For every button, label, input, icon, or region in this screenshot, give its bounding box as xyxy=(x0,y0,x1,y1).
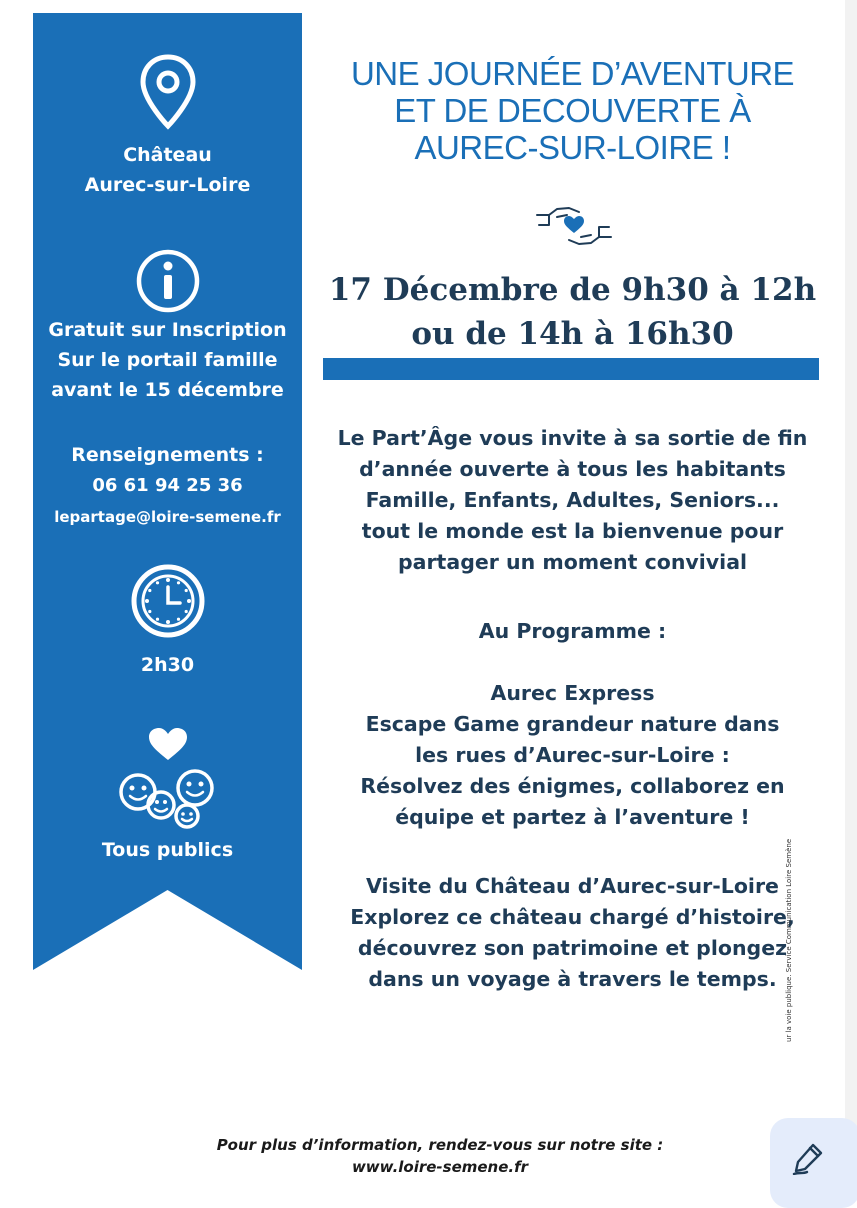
activity1-line: équipe et partez à l’aventure ! xyxy=(395,805,750,829)
programme-title: Au Programme : xyxy=(478,619,667,643)
info-line3: avant le 15 décembre xyxy=(51,379,284,401)
headline-line2: ET DE DECOUVERTE À xyxy=(394,92,751,129)
page-gutter xyxy=(845,0,857,1200)
registration-text xyxy=(33,315,302,405)
activity2-line: dans un voyage à travers le temps. xyxy=(368,967,777,991)
contact-email[interactable]: lepartage@loire-semene.fr xyxy=(54,508,281,526)
activity2-line: Visite du Château d’Aurec-sur-Loire xyxy=(366,874,779,898)
info-line2: Sur le portail famille xyxy=(57,349,278,371)
footer-line1: Pour plus d’information, rendez-vous sur notre site : xyxy=(216,1136,664,1154)
headline-line1: UNE JOURNÉE D’AVENTURE xyxy=(350,55,795,92)
contact-phone[interactable]: 06 61 94 25 36 xyxy=(92,475,243,496)
contact-title: Renseignements : xyxy=(71,444,264,466)
activity1-line: les rues d’Aurec-sur-Loire : xyxy=(415,743,730,767)
activity1-line: Aurec Express xyxy=(490,681,655,705)
info-icon xyxy=(33,248,302,314)
credit-text: ur la voie publique. Service Communication Loire Semène xyxy=(785,838,793,1042)
headline-line3: AUREC-SUR-LOIRE ! xyxy=(414,129,731,166)
location-line2: Aurec-sur-Loire xyxy=(84,174,251,196)
location-line1: Château xyxy=(123,144,212,166)
location-text xyxy=(33,140,302,200)
headline xyxy=(325,55,820,166)
edit-button[interactable] xyxy=(770,1118,857,1208)
intro-line: Le Part’Âge vous invite à sa sortie de fin xyxy=(337,426,808,450)
edit-pen-icon xyxy=(791,1141,825,1175)
hands-heart-icon xyxy=(535,203,613,253)
footer-info xyxy=(180,1134,700,1178)
duration-label: 2h30 xyxy=(140,654,195,676)
date-divider xyxy=(323,358,819,380)
date-line1: 17 Décembre de 9h30 à 12h xyxy=(328,272,817,308)
location-pin-icon xyxy=(33,53,302,131)
intro-line: tout le monde est la bienvenue pour xyxy=(361,519,784,543)
people-heart-icon xyxy=(33,726,302,836)
info-sidebar xyxy=(33,13,302,970)
clock-icon xyxy=(33,563,302,639)
activity1-line: Résolvez des énigmes, collaborez en xyxy=(360,774,785,798)
activity2-line: Explorez ce château chargé d’histoire, xyxy=(350,905,795,929)
activity1-line: Escape Game grandeur nature dans xyxy=(365,712,780,736)
intro-line: partager un moment convivial xyxy=(397,550,748,574)
activity-escape-game xyxy=(330,678,815,833)
activity2-line: découvrez son patrimoine et plongez xyxy=(357,936,788,960)
contact-block xyxy=(33,440,302,532)
date-line2: ou de 14h à 16h30 xyxy=(411,316,734,352)
info-line1: Gratuit sur Inscription xyxy=(48,319,287,341)
activity-chateau-visit xyxy=(330,871,815,995)
audience-label: Tous publics xyxy=(101,839,234,861)
intro-line: Famille, Enfants, Adultes, Seniors... xyxy=(365,488,780,512)
intro-paragraph xyxy=(330,423,815,578)
footer-website-link[interactable]: www.loire-semene.fr xyxy=(351,1158,529,1176)
intro-line: d’année ouverte à tous les habitants xyxy=(359,457,786,481)
